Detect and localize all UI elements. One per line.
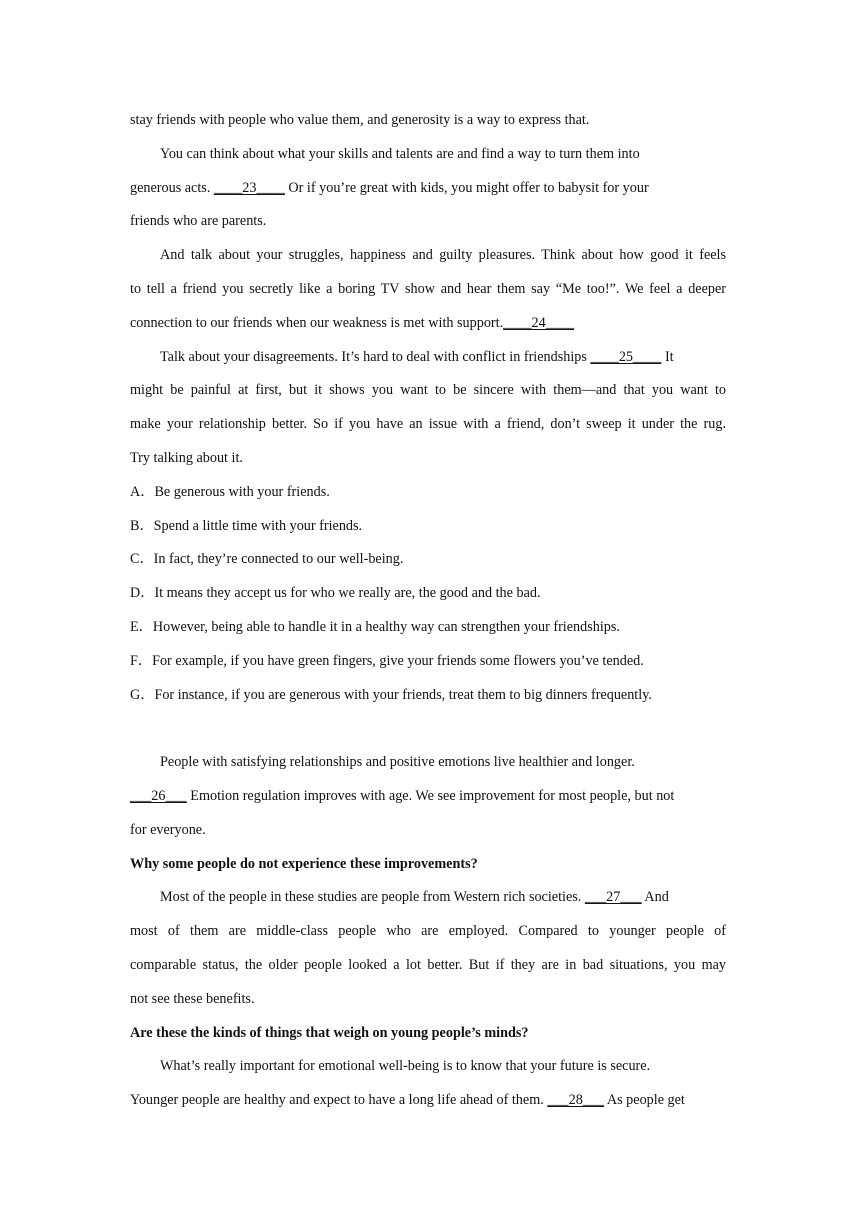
text-segment: Talk about your disagreements. It’s hard to deal with conflict in friendships bbox=[160, 348, 587, 365]
paragraph-line bbox=[130, 881, 726, 915]
option-g bbox=[130, 679, 726, 713]
option-text: Be generous with your friends. bbox=[154, 483, 330, 500]
blank-28: ___28___ bbox=[547, 1092, 605, 1109]
paragraph-line bbox=[130, 104, 726, 138]
section-heading: Are these the kinds of things that weigh on young people’s minds? bbox=[130, 1024, 529, 1041]
paragraph-line bbox=[130, 1050, 726, 1084]
paragraph-line bbox=[130, 307, 726, 341]
text-segment: stay friends with people who value them, and generosity is a way to express that. bbox=[130, 112, 590, 128]
paragraph-line bbox=[130, 983, 726, 1017]
option-letter: D． bbox=[130, 585, 155, 602]
text-segment: Try talking about it. bbox=[130, 449, 243, 466]
text-segment: friends who are parents. bbox=[130, 213, 267, 230]
blank-27: ___27___ bbox=[584, 889, 642, 906]
document-page bbox=[130, 104, 726, 1118]
blank-23: ____23____ bbox=[213, 179, 285, 196]
paragraph-line bbox=[130, 205, 726, 239]
paragraph-line bbox=[130, 408, 726, 442]
paragraph-line bbox=[130, 814, 726, 848]
blank-26: ___26___ bbox=[130, 787, 187, 804]
text-segment: Or if you’re great with kids, you might offer to babysit for your bbox=[288, 179, 649, 196]
section-heading: Why some people do not experience these improvements? bbox=[130, 855, 478, 872]
option-text: In fact, they’re connected to our well-being. bbox=[153, 551, 404, 568]
option-text: Spend a little time with your friends. bbox=[153, 517, 363, 534]
text-segment: You can think about what your skills and talents are and find a way to turn them into bbox=[160, 145, 640, 162]
text-segment: Most of the people in these studies are people from Western rich societies. bbox=[160, 889, 582, 906]
paragraph-line bbox=[130, 915, 726, 949]
text-segment: Emotion regulation improves with age. We see improvement for most people, but not bbox=[190, 787, 675, 804]
text-segment: might be painful at first, but it shows you want to be sincere with them—and that you want to bbox=[130, 382, 726, 399]
paragraph-line bbox=[130, 746, 726, 780]
text-segment: for everyone. bbox=[130, 821, 206, 838]
option-letter: A． bbox=[130, 483, 155, 500]
text-segment: make your relationship better. So if you have an issue with a friend, don’t sweep it under the rug. bbox=[130, 416, 726, 433]
text-segment: most of them are middle-class people who are employed. Compared to younger people of bbox=[130, 923, 726, 940]
paragraph-line bbox=[130, 172, 726, 206]
text-segment: What’s really important for emotional well-being is to know that your future is secure. bbox=[160, 1058, 651, 1075]
option-letter: B． bbox=[130, 517, 154, 534]
text-segment: to tell a friend you secretly like a boring TV show and hear them say “Me too!”. We feel a deeper bbox=[130, 280, 726, 297]
paragraph-line bbox=[130, 442, 726, 476]
text-segment: Younger people are healthy and expect to have a long life ahead of them. bbox=[130, 1092, 544, 1109]
section-spacer bbox=[130, 712, 726, 746]
option-letter: C． bbox=[130, 551, 154, 568]
option-b bbox=[130, 510, 726, 544]
paragraph-line bbox=[130, 138, 726, 172]
paragraph-line bbox=[130, 341, 726, 375]
option-a bbox=[130, 476, 726, 510]
option-letter: F． bbox=[130, 652, 153, 669]
text-segment: It bbox=[664, 348, 674, 365]
option-text: It means they accept us for who we really are, the good and the bad. bbox=[154, 585, 541, 602]
text-segment: not see these benefits. bbox=[130, 990, 255, 1007]
option-text: For instance, if you are generous with your friends, treat them to big dinners frequently. bbox=[154, 686, 652, 703]
text-segment: As people get bbox=[606, 1092, 685, 1109]
option-f bbox=[130, 645, 726, 679]
paragraph-line bbox=[130, 780, 726, 814]
text-segment: generous acts. bbox=[130, 179, 211, 196]
text-segment: And talk about your struggles, happiness and guilty pleasures. Think about how good it feels bbox=[160, 247, 726, 264]
option-text: However, being able to handle it in a healthy way can strengthen your friendships. bbox=[152, 618, 620, 635]
option-text: For example, if you have green fingers, give your friends some flowers you’ve tended. bbox=[152, 652, 644, 669]
option-letter: G． bbox=[130, 686, 155, 703]
paragraph-line bbox=[130, 949, 726, 983]
text-segment: And bbox=[644, 889, 669, 906]
blank-24: ____24____ bbox=[503, 314, 575, 331]
paragraph-line bbox=[130, 1084, 726, 1118]
option-e bbox=[130, 611, 726, 645]
blank-25: ____25____ bbox=[590, 348, 662, 365]
text-segment: connection to our friends when our weakness is met with support. bbox=[130, 314, 504, 331]
text-segment: comparable status, the older people looked a lot better. But if they are in bad situations, you may bbox=[130, 956, 726, 973]
option-c bbox=[130, 543, 726, 577]
paragraph-line bbox=[130, 374, 726, 408]
paragraph-line bbox=[130, 273, 726, 307]
paragraph-line bbox=[130, 239, 726, 273]
option-d bbox=[130, 577, 726, 611]
option-letter: E． bbox=[130, 618, 153, 635]
text-segment: People with satisfying relationships and positive emotions live healthier and longer. bbox=[160, 754, 635, 771]
